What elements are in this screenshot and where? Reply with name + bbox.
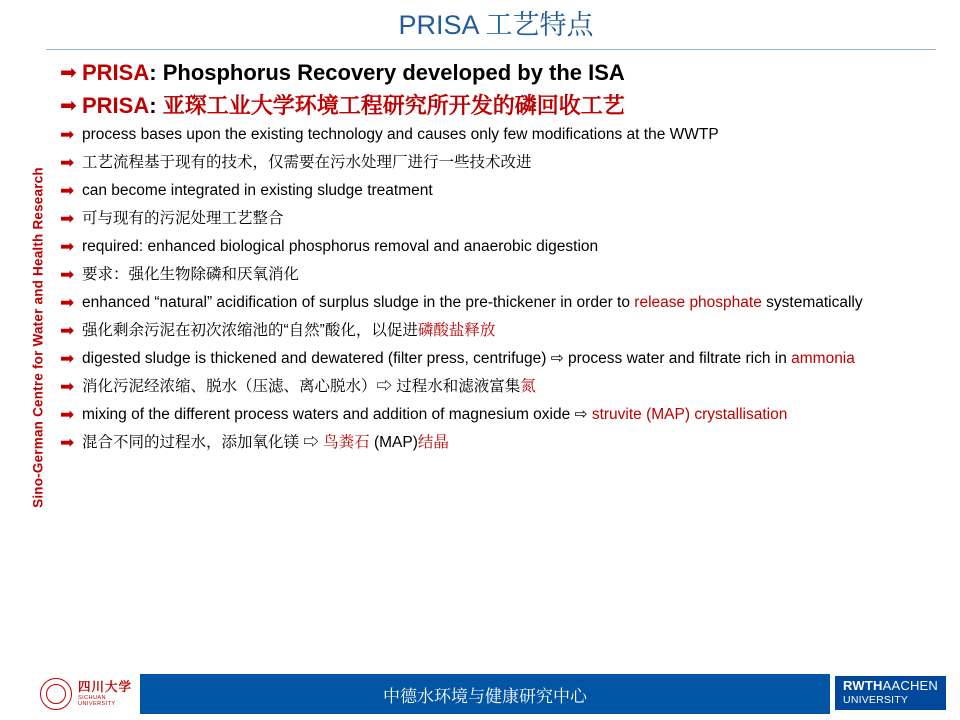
bullet-text-segment: process bases upon the existing technology and causes only few modifications at the WWTP (82, 126, 719, 143)
page-title (46, 8, 946, 42)
rwth-aachen-logo (835, 676, 946, 710)
bullet-item (52, 180, 948, 202)
bullet-text (82, 58, 948, 88)
bullet-text-segment: 亚琛工业大学环境工程研究所开发的磷回收工艺 (162, 93, 625, 118)
bullet-arrow-icon: ➡ (60, 293, 75, 312)
bullet-text-segment: PRISA (82, 60, 150, 85)
bullet-text-segment: 鸟粪石 (323, 434, 370, 451)
bullet-text (82, 264, 948, 286)
bullet-list (52, 58, 948, 460)
bullet-text-segment: 要求：强化生物除磷和厌氧消化 (82, 266, 300, 283)
bullet-arrow-icon: ➡ (60, 153, 75, 172)
sichuan-logo-text (78, 681, 140, 707)
bullet-text-segment: : (149, 60, 163, 85)
bullet-text-segment: release phosphate (634, 294, 762, 311)
footer-center-text: 中德水环境与健康研究中心 (383, 686, 587, 706)
bullet-text-segment: PRISA (82, 93, 150, 118)
bullet-arrow-icon: ➡ (60, 405, 75, 424)
bullet-text (82, 124, 948, 146)
sidebar-vertical-label: Sino-German Centre for Water and Health Research (30, 167, 46, 508)
bullet-item (52, 320, 948, 342)
bullet-arrow-icon: ➡ (60, 321, 75, 340)
bullet-item (52, 404, 948, 426)
bullet-arrow-icon: ➡ (60, 95, 77, 117)
bullet-text-segment: 混合不同的过程水，添加氧化镁 ⇨ (82, 434, 324, 451)
bullet-arrow-icon: ➡ (60, 209, 75, 228)
sichuan-logo-en: SICHUAN UNIVERSITY (78, 694, 116, 707)
bullet-text (82, 91, 948, 121)
bullet-text-segment: enhanced “natural” acidification of surplus sludge in the pre-thickener in order to (82, 294, 635, 311)
bullet-text-segment: 强化剩余污泥在初次浓缩池的“自然”酸化，以促进 (82, 322, 418, 339)
bullet-text (82, 376, 948, 398)
bullet-arrow-icon: ➡ (60, 181, 75, 200)
bullet-text-segment: required: enhanced biological phosphorus removal and anaerobic digestion (82, 238, 599, 255)
bullet-text (82, 208, 948, 230)
bullet-item (52, 124, 948, 146)
bullet-text-segment: 磷酸盐释放 (417, 322, 496, 339)
bullet-arrow-icon: ➡ (60, 349, 75, 368)
bullet-item (52, 264, 948, 286)
bullet-text (82, 348, 948, 370)
bullet-text-segment: ammonia (791, 350, 855, 367)
bullet-arrow-icon: ➡ (60, 125, 75, 144)
bullet-arrow-icon: ➡ (60, 433, 75, 452)
footer (0, 668, 960, 720)
bullet-text-segment: 可与现有的污泥处理工艺整合 (82, 210, 284, 227)
bullet-arrow-icon: ➡ (60, 237, 75, 256)
page-title-text: PRISA 工艺特点 (398, 10, 594, 40)
bullet-text-segment: 氮 (520, 378, 536, 395)
rwth-logo-bottom: UNIVERSITY (843, 693, 909, 706)
bullet-arrow-icon: ➡ (60, 377, 75, 396)
bullet-item (52, 348, 948, 370)
bullet-arrow-icon: ➡ (60, 62, 77, 84)
bullet-item (52, 432, 948, 454)
bullet-text (82, 432, 948, 454)
sichuan-logo-cn: 四川大学 (78, 679, 133, 694)
bullet-text (82, 180, 948, 202)
bullet-text-segment: : (149, 93, 163, 118)
bullet-item (52, 376, 948, 398)
bullet-item (52, 236, 948, 258)
bullet-text-segment: (MAP) (369, 434, 418, 451)
title-divider (46, 49, 936, 50)
bullet-arrow-icon: ➡ (60, 265, 75, 284)
bullet-text (82, 320, 948, 342)
bullet-text-segment: 结晶 (417, 434, 449, 451)
bullet-text-segment: 消化污泥经浓缩、脱水（压滤、离心脱水）⇨ 过程水和滤液富集 (82, 378, 521, 395)
bullet-item (52, 208, 948, 230)
rwth-logo-main: RWTH (843, 678, 883, 693)
bullet-text-segment: 工艺流程基于现有的技术，仅需要在污水处理厂进行一些技术改进 (82, 154, 532, 171)
bullet-text-segment: mixing of the different process waters and addition of magnesium oxide ⇨ (82, 406, 592, 423)
sichuan-university-logo (40, 672, 140, 716)
bullet-item (52, 91, 948, 121)
bullet-text-segment: systematically (761, 294, 863, 311)
bullet-text (82, 292, 948, 314)
rwth-logo-sub: AACHEN (882, 678, 938, 693)
bullet-text (82, 404, 948, 426)
bullet-item (52, 58, 948, 88)
bullet-text (82, 236, 948, 258)
sidebar (0, 0, 46, 720)
bullet-text-segment: struvite (MAP) crystallisation (591, 406, 788, 423)
bullet-text-segment: digested sludge is thickened and dewatered (filter press, centrifuge) ⇨ process water and filtrate rich in (82, 350, 792, 367)
bullet-item (52, 152, 948, 174)
footer-center-banner (140, 674, 830, 714)
bullet-text-segment: Phosphorus Recovery developed by the ISA (162, 60, 625, 85)
bullet-item (52, 292, 948, 314)
bullet-text-segment: can become integrated in existing sludge treatment (82, 182, 433, 199)
sichuan-seal-icon (40, 678, 72, 710)
bullet-text (82, 152, 948, 174)
rwth-logo-top (843, 679, 938, 694)
